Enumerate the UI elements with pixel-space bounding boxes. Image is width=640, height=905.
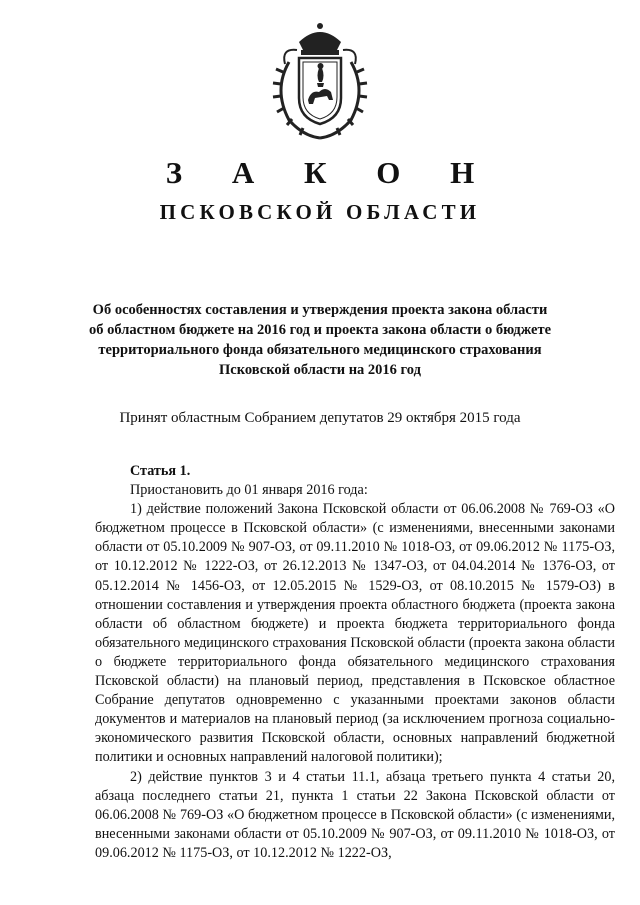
region-title: ПСКОВСКОЙ ОБЛАСТИ [159,200,481,224]
pskov-coat-of-arms-icon [267,20,373,142]
article-item-1: 1) действие положений Закона Псковской области от 06.06.2008 № 769-ОЗ «О бюджетном процессе в Псковской области» (с изменениями, внесенными законами области от 05.10.2009 № 907-ОЗ, от 09.11.2010 № 1018-ОЗ, от 09.06.2012 № 1175-ОЗ, от 10.12.2012 № 1222-ОЗ, от 26.12.2013 № 1347-ОЗ, от 04.04.2014 № 1376-ОЗ, от 05.12.2014 № 1456-ОЗ, от 12.05.2015 № 1529-ОЗ, от 08.10.2015 № 1579-ОЗ) в отношении составления и утверждения проекта областного бюджета (проекта закона области об областном бюджете) и проекта бюджета территориального фонда обязательного медицинского страхования Псковской области (проекта закона области о бюджете территориального фонда обязательного медицинского страхования Псковской области) на плановый период, представления в Псковское областное Собрание депутатов одновременно с указанными проектами законов области документов и материалов на плановый период (за исключением прогноза социально-экономического развития Псковской области, основных направлений бюджетной политики и основных направлений налоговой политики); [95,501,615,766]
subject-line: об областном бюджете на 2016 год и проекта закона области о бюджете [88,322,552,338]
subject-line: территориального фонда обязательного медицинского страхования [98,342,542,358]
article-heading: Статья 1. [130,463,191,479]
subject-line: Псковской области на 2016 год [219,362,421,378]
law-subject-title [80,300,560,380]
article-item-2: 2) действие пунктов 3 и 4 статьи 11.1, абзаца третьего пункта 4 статьи 20, абзаца последнего статьи 21, пункта 1 статьи 22 Закона Псковской области от 06.06.2008 № 769-ОЗ «О бюджетном процессе в Псковской области» (с изменениями, внесенными законами области от 05.10.2009 № 907-ОЗ, от 09.11.2010 № 1018-ОЗ, от 09.06.2012 № 1175-ОЗ, от 10.12.2012 № 1222-ОЗ, [95,768,615,861]
law-body [95,462,615,863]
subject-line: Об особенностях составления и утверждения проекта закона области [92,302,548,318]
adoption-statement: Принят областным Собранием депутатов 29 октября 2015 года [119,410,521,426]
law-title: З А К О Н [165,155,496,190]
article-intro: Приостановить до 01 января 2016 года: [130,482,368,499]
